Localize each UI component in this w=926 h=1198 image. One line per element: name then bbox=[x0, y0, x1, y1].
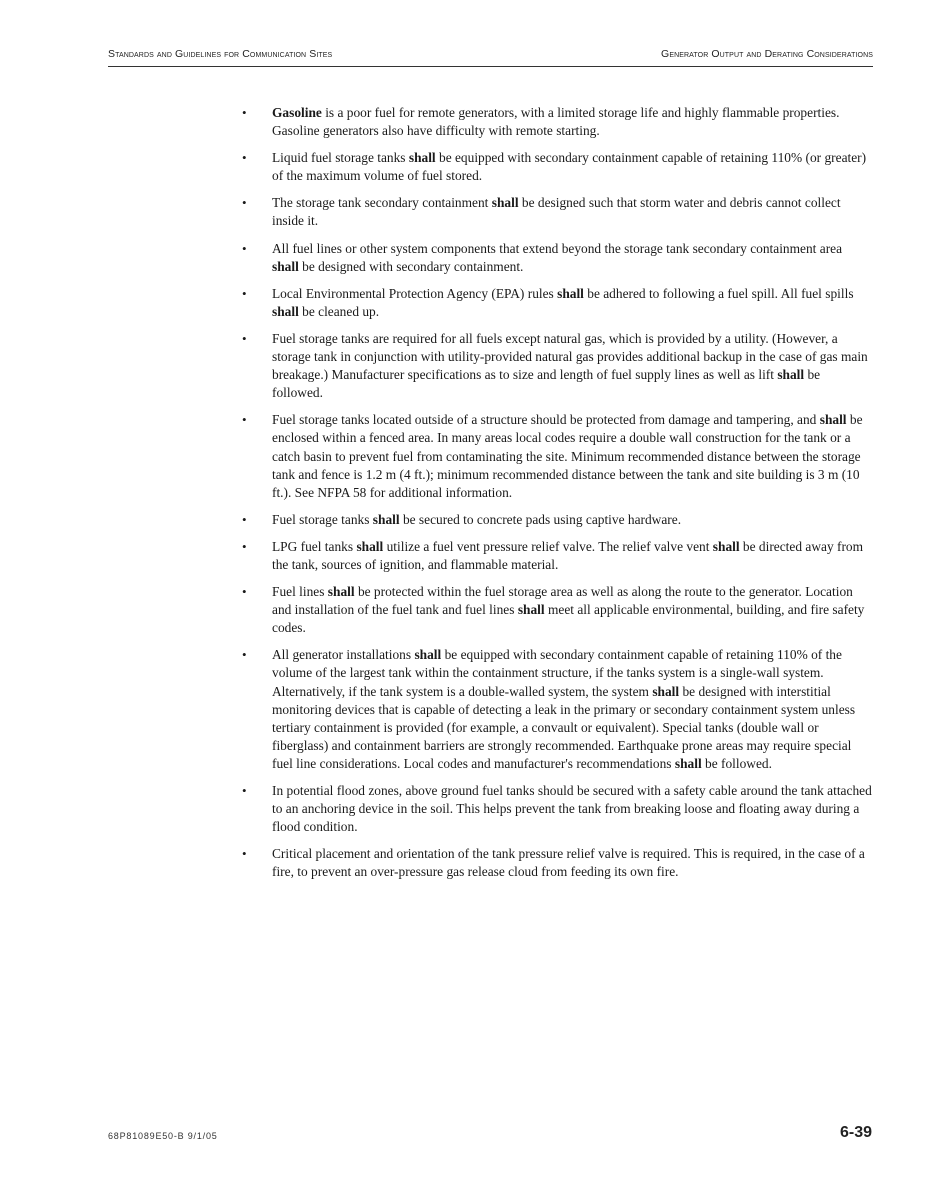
bullet-text: Liquid fuel storage tanks bbox=[272, 150, 409, 166]
bullet-item bbox=[242, 538, 872, 574]
bullet-text: Fuel storage tanks located outside of a structure should be protected from damage and tampering, and bbox=[272, 412, 820, 428]
bullet-emphasis: shall bbox=[517, 602, 545, 618]
bullet-text: All fuel lines or other system components that extend beyond the storage tank secondary containment area bbox=[272, 240, 843, 256]
bullet-text: All generator installations bbox=[272, 647, 415, 663]
bullet-glyph: • bbox=[242, 105, 247, 120]
bullet-text: be secured to concrete pads using captive hardware. bbox=[399, 511, 682, 527]
footer-doc-id: 68P81089E50-B 9/1/05 bbox=[108, 1131, 218, 1141]
bullet-text: be designed such that storm water and debris cannot collect inside it. bbox=[272, 195, 841, 229]
bullet-glyph: • bbox=[242, 150, 247, 166]
bullet-item bbox=[242, 845, 872, 881]
bullet-emphasis: shall bbox=[414, 647, 442, 663]
bullet-text: be equipped with secondary containment capable of retaining 110% (or greater) of the maximum volume of fuel stored. bbox=[272, 150, 867, 184]
bullet-emphasis: shall bbox=[652, 683, 680, 699]
bullet-text: is a poor fuel for remote generators, with a limited storage life and highly flammable properties. Gasoline generators also have difficulty with remote starting. bbox=[272, 105, 840, 139]
bullet-text: LPG fuel tanks bbox=[272, 538, 357, 554]
bullet-emphasis: shall bbox=[372, 511, 400, 527]
bullet-text: meet all applicable environmental, building, and fire safety codes. bbox=[272, 602, 865, 636]
header-rule bbox=[108, 66, 873, 67]
bullet-item bbox=[242, 511, 872, 529]
bullet-emphasis: shall bbox=[272, 258, 299, 274]
bullet-emphasis: shall bbox=[491, 195, 519, 211]
bullet-text: be directed away from the tank, sources of ignition, and flammable material. bbox=[272, 538, 864, 572]
bullet-text: utilize a fuel vent pressure relief valve. The relief valve vent bbox=[383, 538, 713, 554]
footer-page-number: 6-39 bbox=[839, 1124, 872, 1141]
bullet-item bbox=[242, 330, 872, 402]
bullet-item bbox=[242, 583, 872, 637]
bullet-text: be enclosed within a fenced area. In many areas local codes require a double wall construction for the tank or a catch basin to prevent fuel from contaminating the site. Minimum recommended distance between the storage tank and fence is 1.2 m (4 ft.); minimum recommended distance between the tank and site building is 3 m (10 ft.). See NFPA 58 for additional information. bbox=[272, 412, 863, 500]
bullet-item bbox=[242, 285, 872, 321]
bullet-glyph: • bbox=[242, 511, 247, 527]
bullet-text: be cleaned up. bbox=[298, 303, 380, 319]
bullet-text: Critical placement and orientation of the tank pressure relief valve is required. This is required, in the case of a fire, to prevent an over-pressure gas release cloud from feeding its own fire. bbox=[272, 846, 865, 880]
bullet-emphasis: shall bbox=[777, 367, 805, 383]
bullet-emphasis: shall bbox=[272, 303, 299, 319]
bullet-text: The storage tank secondary containment bbox=[272, 195, 492, 211]
bullet-emphasis: shall bbox=[408, 150, 436, 166]
bullet-glyph: • bbox=[242, 330, 247, 346]
bullet-emphasis: shall bbox=[674, 755, 702, 771]
bullet-glyph: • bbox=[242, 647, 247, 663]
bullet-text: be followed. bbox=[701, 755, 772, 771]
bullet-text: Fuel storage tanks bbox=[272, 511, 373, 527]
bullet-glyph: • bbox=[242, 412, 247, 428]
bullet-glyph: • bbox=[242, 240, 247, 256]
bullet-emphasis: Gasoline bbox=[272, 105, 322, 120]
bullet-item bbox=[242, 194, 872, 230]
bullet-item bbox=[242, 782, 872, 836]
header-chapter-title: Generator Output and Derating Considerations bbox=[661, 48, 873, 60]
bullet-item bbox=[242, 240, 872, 276]
bullet-text: be designed with interstitial monitoring devices that is capable of detecting a leak in the primary or secondary containment system unless tertiary containment is provided (for example, a convault or equivalent). Special tanks (double wall or fiberglass) and containment barriers are strongly recommended. Earthquake prone areas may require special fuel line considerations. Local codes and manufacturer's recommendations bbox=[272, 683, 856, 771]
bullet-glyph: • bbox=[242, 783, 247, 798]
bullet-text: be followed. bbox=[272, 367, 821, 401]
bullet-glyph: • bbox=[242, 285, 247, 301]
header-section-title: Standards and Guidelines for Communication Sites bbox=[108, 48, 333, 60]
bullet-list bbox=[242, 104, 872, 890]
bullet-item bbox=[242, 104, 872, 140]
bullet-glyph: • bbox=[242, 846, 247, 862]
bullet-item bbox=[242, 411, 872, 501]
bullet-item bbox=[242, 646, 872, 773]
bullet-emphasis: shall bbox=[712, 538, 740, 554]
bullet-emphasis: shall bbox=[327, 584, 355, 600]
bullet-text: be adhered to following a fuel spill. All fuel spills bbox=[583, 285, 854, 301]
bullet-glyph: • bbox=[242, 538, 247, 554]
bullet-text: be equipped with secondary containment capable of retaining 110% of the volume of the largest tank within the containment structure, if the tanks system is a single-wall system. Alternatively, if the tank system is a double-walled system, the system bbox=[272, 647, 842, 699]
bullet-item bbox=[242, 149, 872, 185]
bullet-emphasis: shall bbox=[819, 412, 847, 428]
bullet-text: Fuel storage tanks are required for all fuels except natural gas, which is provided by a utility. (However, a storage tank in conjunction with utility-provided natural gas provides additional backup in the case of gas main breakage.) Manufacturer specifications as to size and length of fuel supply lines as well as lift bbox=[272, 330, 868, 383]
bullet-emphasis: shall bbox=[356, 538, 384, 554]
bullet-emphasis: shall bbox=[557, 285, 584, 301]
bullet-text: Local Environmental Protection Agency (EPA) rules bbox=[272, 285, 558, 301]
bullet-glyph: • bbox=[242, 584, 247, 600]
bullet-text: In potential flood zones, above ground fuel tanks should be secured with a safety cable around the tank attached to an anchoring device in the soil. This helps prevent the tank from breaking loose and floating away during a flood condition. bbox=[272, 783, 872, 835]
bullet-text: Fuel lines bbox=[272, 584, 328, 600]
bullet-text: be designed with secondary containment. bbox=[298, 258, 524, 274]
bullet-glyph: • bbox=[242, 195, 247, 211]
bullet-text: be protected within the fuel storage area as well as along the route to the generator. Location and installation of the fuel tank and fuel lines bbox=[272, 584, 853, 618]
